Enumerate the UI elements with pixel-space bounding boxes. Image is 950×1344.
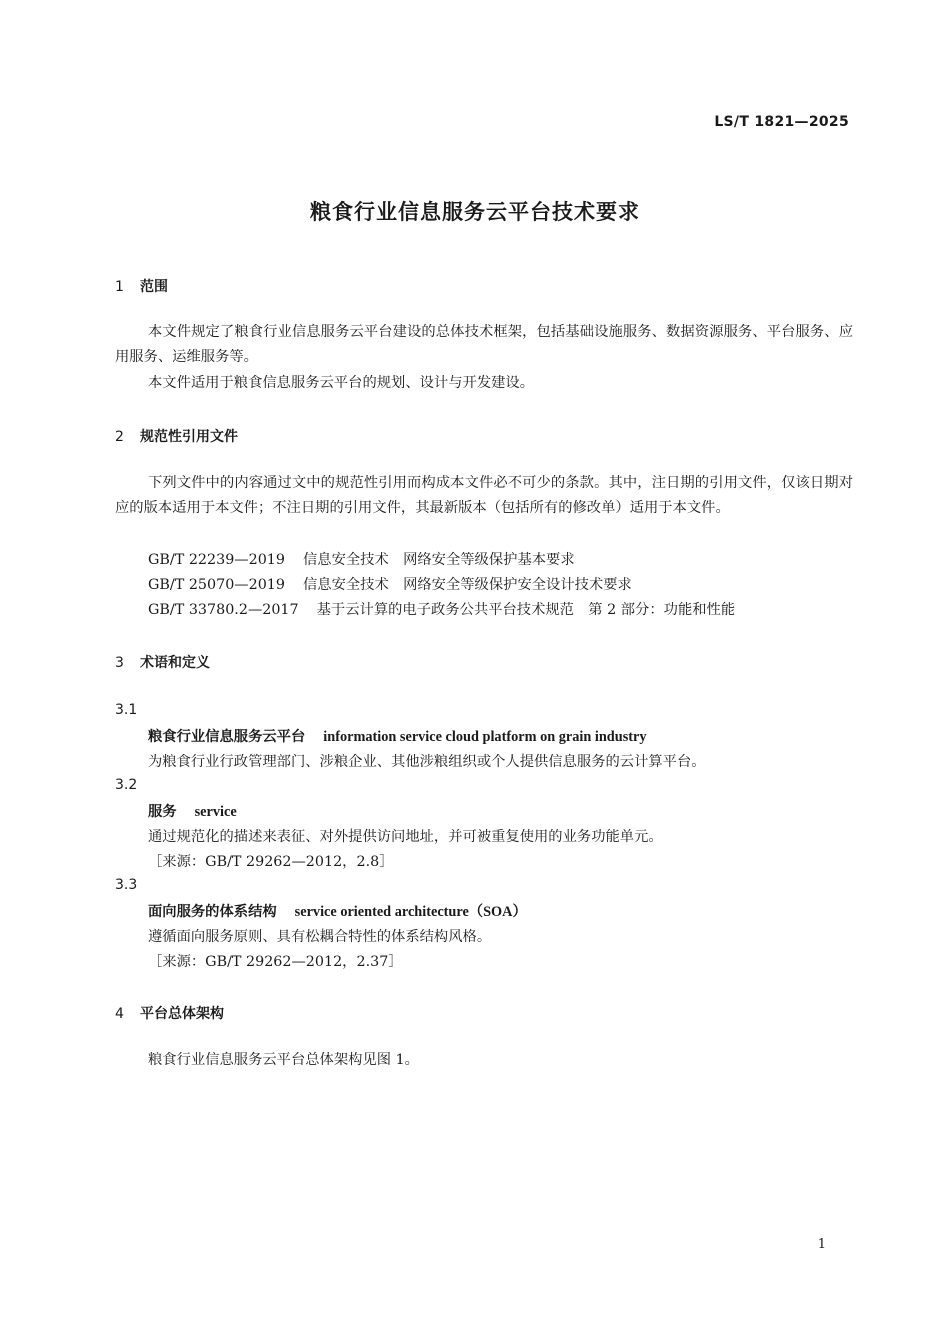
section-1-title: 范围: [140, 279, 168, 295]
section-2-title: 规范性引用文件: [140, 429, 238, 445]
term-definition: 遵循面向服务原则、具有松耦合特性的体系结构风格。: [148, 929, 492, 945]
term-number: 3.3: [115, 877, 138, 893]
term-number: 3.2: [115, 777, 138, 793]
section-4-number: 4: [115, 1006, 124, 1022]
term-source: ［来源：GB/T 29262—2012，2.37］: [148, 954, 403, 970]
section-3-number: 3: [115, 655, 124, 671]
reference-item: [148, 549, 575, 569]
reference-item: [148, 599, 735, 619]
reference-item: [148, 574, 632, 594]
term-source: ［来源：GB/T 29262—2012，2.8］: [148, 854, 394, 870]
term-heading: [148, 801, 237, 821]
section-4-paragraph-1: 粮食行业信息服务云平台总体架构见图 1。: [148, 1052, 419, 1068]
term-number: 3.1: [115, 702, 138, 718]
term-definition: 通过规范化的描述来表征、对外提供访问地址，并可被重复使用的业务功能单元。: [148, 829, 663, 845]
term-heading: [148, 726, 647, 746]
term-english: information service cloud platform on grain industry: [323, 729, 647, 745]
section-1-paragraph-2: 本文件适用于粮食信息服务云平台的规划、设计与开发建设。: [148, 375, 535, 391]
section-2-heading: [115, 426, 238, 446]
section-1-heading: [115, 276, 168, 296]
reference-title: 信息安全技术 网络安全等级保护基本要求: [303, 552, 575, 568]
term-chinese: 粮食行业信息服务云平台: [148, 729, 306, 745]
section-2-number: 2: [115, 429, 124, 445]
term-heading: [148, 901, 527, 921]
standard-code: LS/T 1821—2025: [714, 114, 849, 130]
reference-title: 信息安全技术 网络安全等级保护安全设计技术要求: [303, 577, 632, 593]
term-chinese: 服务: [148, 804, 177, 820]
document-title: 粮食行业信息服务云平台技术要求: [310, 200, 640, 224]
section-4-title: 平台总体架构: [140, 1006, 224, 1022]
term-english: service: [194, 804, 237, 820]
reference-title: 基于云计算的电子政务公共平台技术规范 第 2 部分：功能和性能: [316, 602, 736, 618]
term-chinese: 面向服务的体系结构: [148, 904, 277, 920]
term-definition: 为粮食行业行政管理部门、涉粮企业、其他涉粮组织或个人提供信息服务的云计算平台。: [148, 754, 706, 770]
reference-code: GB/T 25070—2019: [148, 577, 285, 593]
section-3-title: 术语和定义: [140, 655, 210, 671]
section-4-heading: [115, 1003, 224, 1023]
term-english: service oriented architecture（SOA）: [294, 904, 527, 920]
section-2-paragraph-1: 下列文件中的内容通过文中的规范性引用而构成本文件必不可少的条款。其中，注日期的引用文件，仅该日期对应的版本适用于本文件；不注日期的引用文件，其最新版本（包括所有的修改单）适用于本文件。: [115, 475, 853, 516]
section-3-heading: [115, 652, 210, 672]
section-1-number: 1: [115, 279, 124, 295]
reference-code: GB/T 22239—2019: [148, 552, 285, 568]
section-1-paragraph-1: 本文件规定了粮食行业信息服务云平台建设的总体技术框架，包括基础设施服务、数据资源服务、平台服务、应用服务、运维服务等。: [115, 324, 853, 365]
page-number: 1: [817, 1237, 826, 1252]
reference-code: GB/T 33780.2—2017: [148, 602, 299, 618]
